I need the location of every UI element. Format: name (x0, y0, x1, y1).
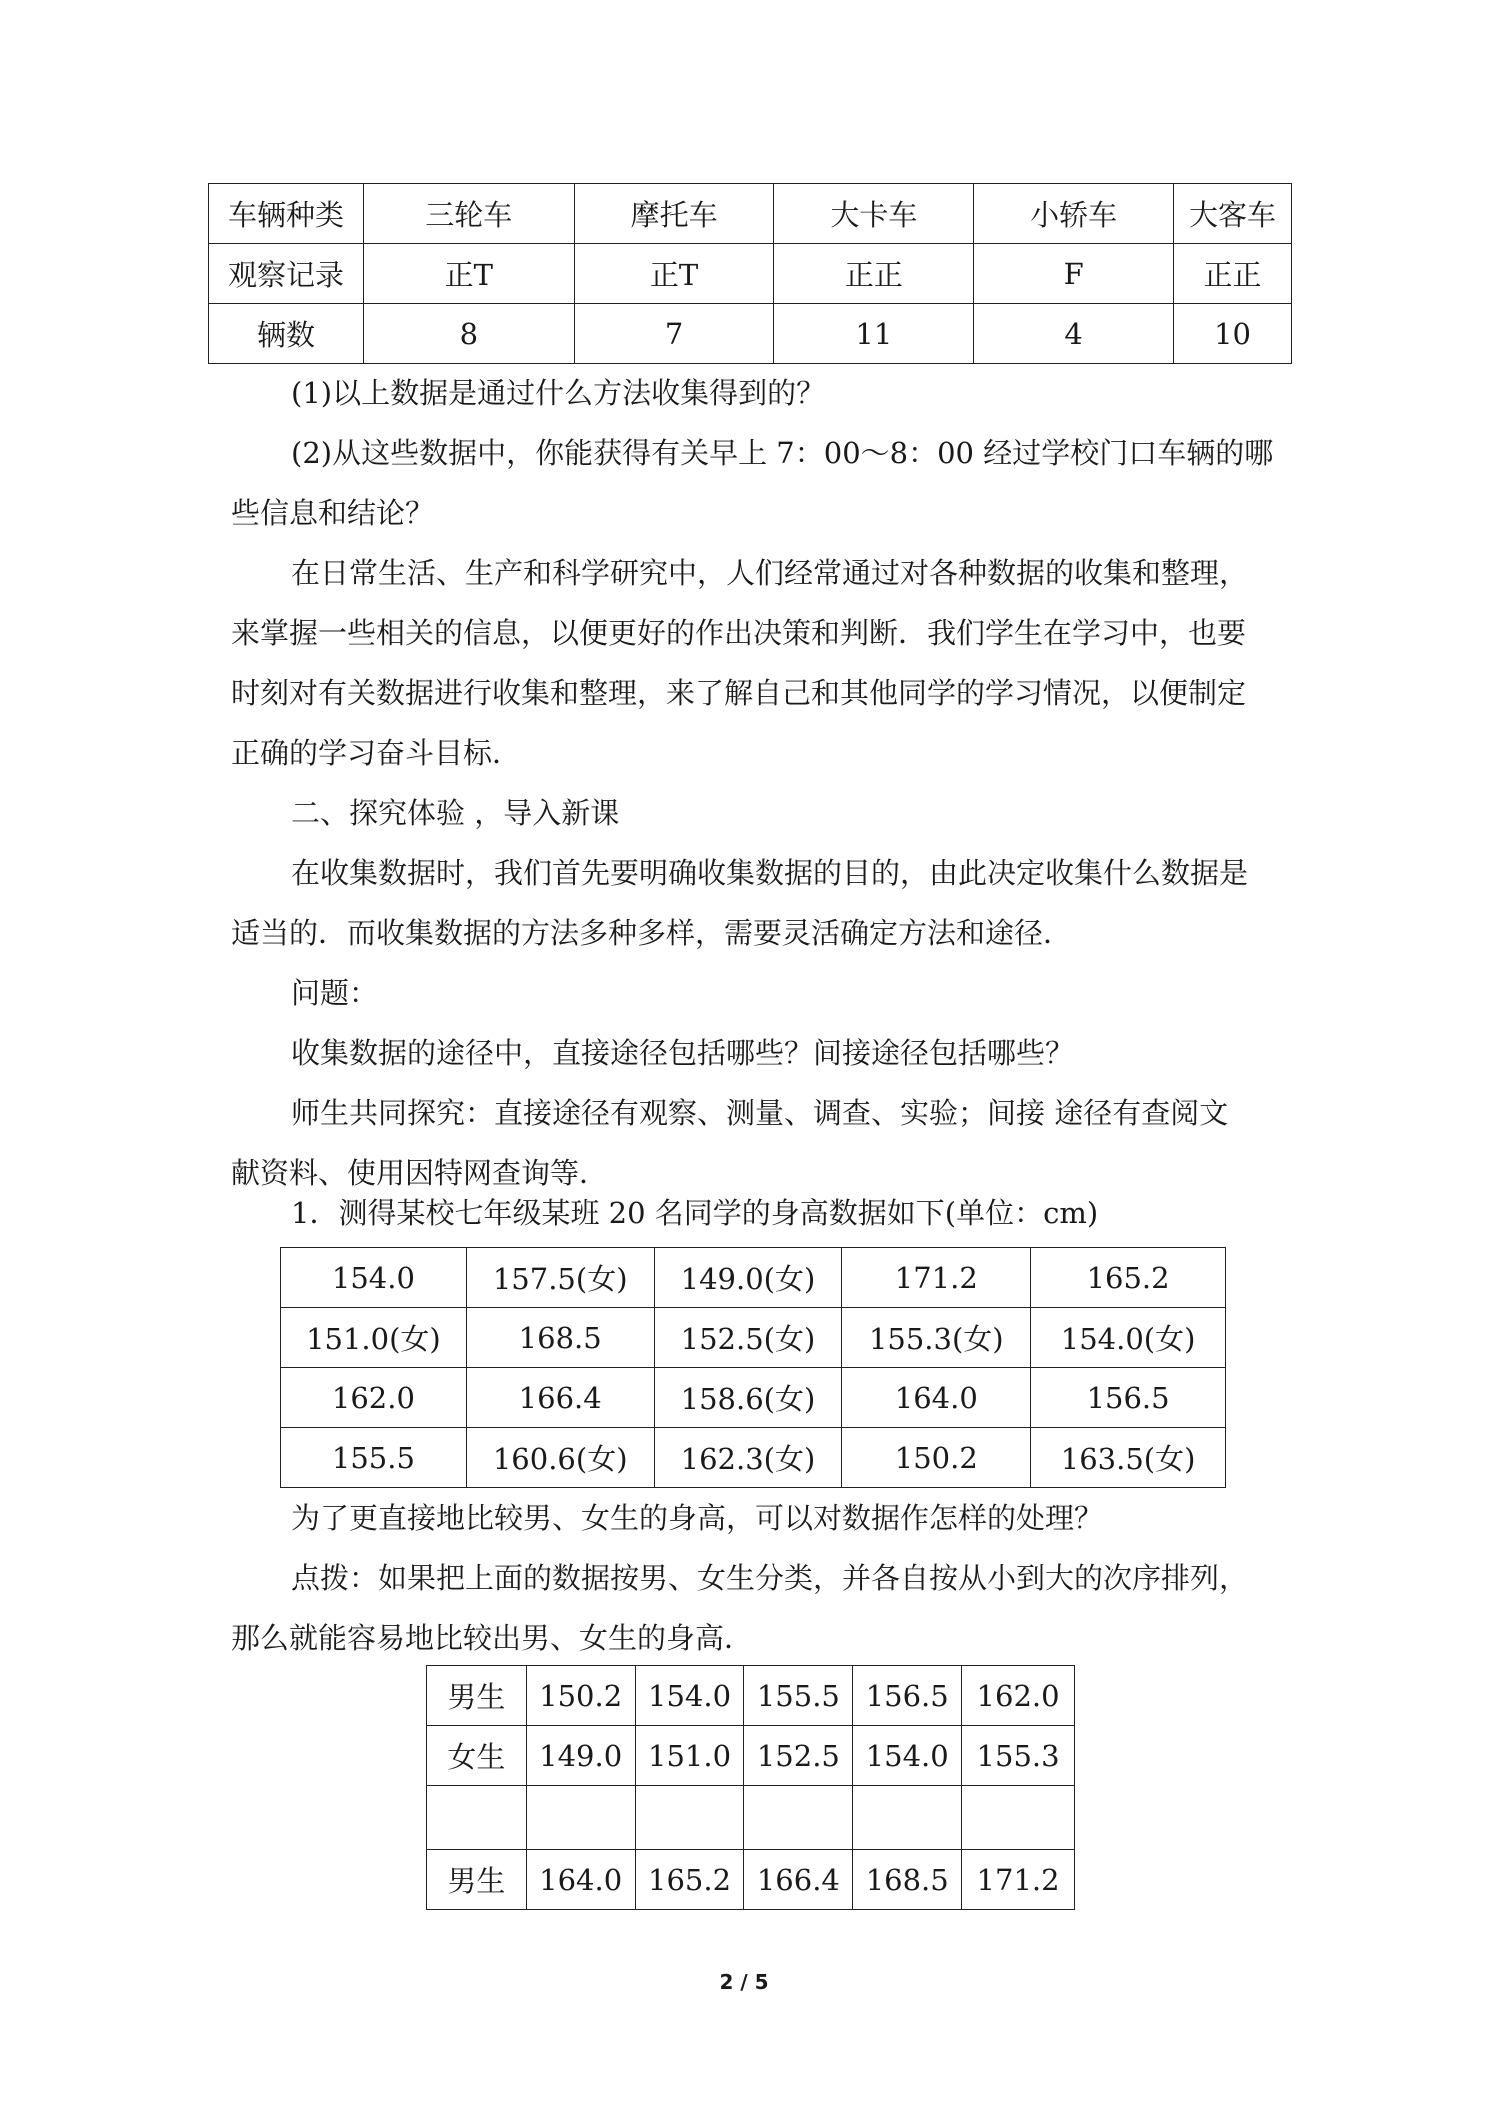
table-cell: 车辆种类 (209, 184, 364, 244)
vehicle-table (208, 183, 1292, 364)
table-cell: 女生 (427, 1726, 527, 1786)
tally-cell: 正正 (774, 244, 974, 304)
count-row (209, 304, 1292, 364)
tally-cell: 正正 (1174, 244, 1292, 304)
table-cell: 149.0 (526, 1726, 635, 1786)
table-row (427, 1666, 1075, 1726)
table-cell: 165.2 (1031, 1248, 1226, 1308)
table-cell: 164.0 (842, 1368, 1031, 1428)
table-cell (526, 1786, 635, 1850)
tally-cell: 正T (574, 244, 774, 304)
table-row (281, 1308, 1226, 1368)
observation-row (209, 244, 1292, 304)
table-cell: 三轮车 (363, 184, 574, 244)
table-cell: 164.0 (526, 1850, 635, 1910)
table-cell (962, 1786, 1075, 1850)
table-cell: 162.0 (962, 1666, 1075, 1726)
table-cell: 10 (1174, 304, 1292, 364)
table-cell: 150.2 (526, 1666, 635, 1726)
table-cell: 149.0(女) (654, 1248, 842, 1308)
table-cell: 160.6(女) (466, 1428, 654, 1488)
section-heading: 二、探究体验 ，导入新课 (291, 796, 620, 830)
paragraph-q2: (2)从这些数据中，你能获得有关早上 7：00～8：00 经过学校门口车辆的哪 (291, 436, 1274, 470)
question-text: 收集数据的途径中，直接途径包括哪些？间接途径包括哪些？ (291, 1036, 1075, 1070)
table-cell: 171.2 (842, 1248, 1031, 1308)
sorted-height-table (426, 1665, 1075, 1910)
paragraph-intro-line4: 正确的学习奋斗目标． (231, 736, 522, 770)
paragraph-collect-line2: 适当的．而收集数据的方法多种多样，需要灵活确定方法和途径． (231, 916, 1073, 950)
paragraph-q2-cont: 些信息和结论？ (231, 496, 435, 530)
compare-question: 为了更直接地比较男、女生的身高，可以对数据作怎样的处理？ (291, 1501, 1104, 1535)
table-row (427, 1786, 1075, 1850)
table-row (427, 1850, 1075, 1910)
table-cell: 156.5 (1031, 1368, 1226, 1428)
table-cell: 151.0 (635, 1726, 744, 1786)
table-cell: 11 (774, 304, 974, 364)
table-cell: 8 (363, 304, 574, 364)
table-cell: 辆数 (209, 304, 364, 364)
table-cell: 大卡车 (774, 184, 974, 244)
table-cell: 157.5(女) (466, 1248, 654, 1308)
table-cell: 男生 (427, 1666, 527, 1726)
paragraph-explore-line2: 献资料、使用因特网查询等． (231, 1156, 609, 1190)
table-cell: 151.0(女) (281, 1308, 467, 1368)
table-cell: 168.5 (853, 1850, 962, 1910)
tally-cell: 正T (363, 244, 574, 304)
question-label: 问题： (291, 976, 379, 1010)
table-cell: 162.3(女) (654, 1428, 842, 1488)
table-cell: 163.5(女) (1031, 1428, 1226, 1488)
tally-cell: F (974, 244, 1174, 304)
table-cell: 男生 (427, 1850, 527, 1910)
table-cell: 7 (574, 304, 774, 364)
table-cell: 155.3 (962, 1726, 1075, 1786)
table-row (281, 1428, 1226, 1488)
table-cell (853, 1786, 962, 1850)
table-cell: 166.4 (466, 1368, 654, 1428)
table-cell: 155.3(女) (842, 1308, 1031, 1368)
table-cell: 155.5 (744, 1666, 853, 1726)
item-1-heading: 1．测得某校七年级某班 20 名同学的身高数据如下(单位：cm) (291, 1196, 1099, 1230)
paragraph-q1: (1)以上数据是通过什么方法收集得到的？ (291, 376, 826, 410)
table-cell: 154.0 (853, 1726, 962, 1786)
table-cell: 摩托车 (574, 184, 774, 244)
paragraph-collect: 在收集数据时，我们首先要明确收集数据的目的，由此决定收集什么数据是 (291, 856, 1249, 890)
table-row (281, 1248, 1226, 1308)
table-cell: 156.5 (853, 1666, 962, 1726)
paragraph-intro-line2: 来掌握一些相关的信息，以便更好的作出决策和判断．我们学生在学习中，也要 (231, 616, 1247, 650)
page-number: 2 / 5 (719, 1970, 769, 1994)
table-cell: 155.5 (281, 1428, 467, 1488)
table-cell: 168.5 (466, 1308, 654, 1368)
table-cell: 165.2 (635, 1850, 744, 1910)
table-row (427, 1726, 1075, 1786)
table-cell: 小轿车 (974, 184, 1174, 244)
table-cell: 观察记录 (209, 244, 364, 304)
table-cell: 4 (974, 304, 1174, 364)
vehicle-type-row (209, 184, 1292, 244)
table-cell (427, 1786, 527, 1850)
table-cell: 大客车 (1174, 184, 1292, 244)
table-cell: 154.0(女) (1031, 1308, 1226, 1368)
table-cell (635, 1786, 744, 1850)
table-cell: 150.2 (842, 1428, 1031, 1488)
paragraph-intro-line3: 时刻对有关数据进行收集和整理，来了解自己和其他同学的学习情况，以便制定 (231, 676, 1247, 710)
paragraph-intro: 在日常生活、生产和科学研究中，人们经常通过对各种数据的收集和整理， (291, 556, 1249, 590)
table-cell: 154.0 (281, 1248, 467, 1308)
height-data-table (280, 1247, 1226, 1488)
hint-paragraph: 点拨：如果把上面的数据按男、女生分类，并各自按从小到大的次序排列， (291, 1561, 1249, 1595)
table-cell (744, 1786, 853, 1850)
table-cell: 166.4 (744, 1850, 853, 1910)
table-cell: 152.5(女) (654, 1308, 842, 1368)
table-cell: 171.2 (962, 1850, 1075, 1910)
table-cell: 162.0 (281, 1368, 467, 1428)
table-row (281, 1368, 1226, 1428)
table-cell: 154.0 (635, 1666, 744, 1726)
table-cell: 152.5 (744, 1726, 853, 1786)
paragraph-explore: 师生共同探究：直接途径有观察、测量、调查、实验；间接 途径有查阅文 (291, 1096, 1229, 1130)
table-cell: 158.6(女) (654, 1368, 842, 1428)
hint-paragraph-line2: 那么就能容易地比较出男、女生的身高． (231, 1621, 754, 1655)
